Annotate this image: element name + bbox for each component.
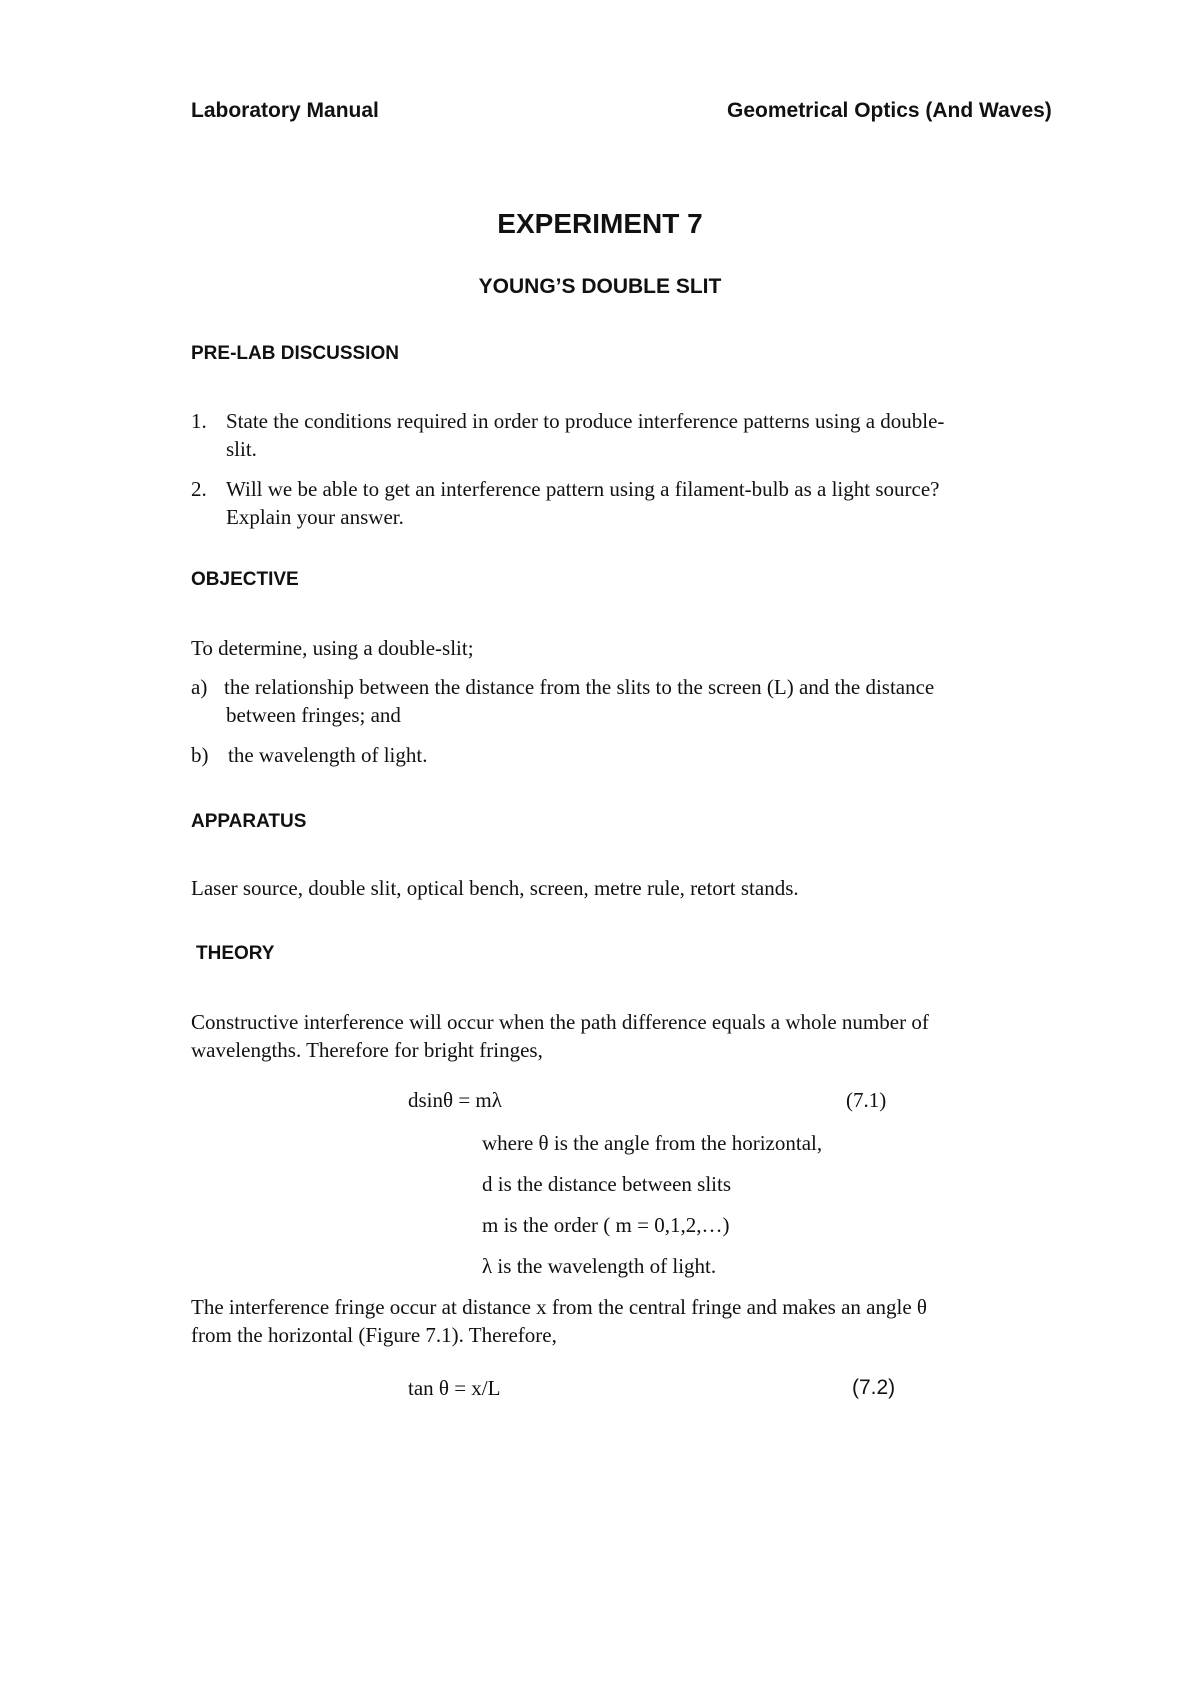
theory-heading: THEORY <box>196 943 275 964</box>
header-left-title: Laboratory Manual <box>191 99 379 122</box>
objective-item-b-label: b) <box>191 743 209 767</box>
header-right-title: Geometrical Optics (And Waves) <box>727 99 1052 122</box>
objective-item-a-line1: the relationship between the distance from the slits to the screen (L) and the distance <box>224 675 935 699</box>
where-line-3: m is the order ( m = 0,1,2,…) <box>482 1213 730 1237</box>
equation-7-2: tan θ = x/L <box>408 1376 501 1400</box>
where-line-4: λ is the wavelength of light. <box>482 1254 717 1278</box>
equation-7-1: dsinθ = mλ <box>408 1088 502 1112</box>
experiment-subtitle: YOUNG’S DOUBLE SLIT <box>478 275 722 298</box>
objective-item-a-label: a) <box>191 675 208 699</box>
prelab-item-2-line1: Will we be able to get an interference pattern using a filament-bulb as a light source? <box>226 477 940 501</box>
theory-para2-line2: from the horizontal (Figure 7.1). Therefore, <box>191 1323 557 1347</box>
theory-para1-line2: wavelengths. Therefore for bright fringes, <box>191 1038 543 1062</box>
where-line-2: d is the distance between slits <box>482 1172 732 1196</box>
prelab-item-1-line1: State the conditions required in order to produce interference patterns using a double- <box>226 409 945 433</box>
equation-7-2-number: (7.2) <box>852 1376 896 1399</box>
equation-7-1-number: (7.1) <box>846 1088 887 1112</box>
where-line-1: where θ is the angle from the horizontal, <box>482 1131 823 1155</box>
objective-heading: OBJECTIVE <box>191 569 299 590</box>
prelab-item-1-number: 1. <box>191 409 207 433</box>
theory-para2-line1: The interference fringe occur at distance x from the central fringe and makes an angle θ <box>191 1295 927 1319</box>
objective-item-a-line2: between fringes; and <box>226 703 401 727</box>
prelab-item-1-line2: slit. <box>226 437 257 461</box>
prelab-item-2-line2: Explain your answer. <box>226 505 404 529</box>
objective-item-b-line1: the wavelength of light. <box>228 743 428 767</box>
prelab-item-2-number: 2. <box>191 477 207 501</box>
theory-para1-line1: Constructive interference will occur when the path difference equals a whole number of <box>191 1010 929 1034</box>
prelab-heading: PRE-LAB DISCUSSION <box>191 343 399 364</box>
experiment-title: EXPERIMENT 7 <box>497 208 703 239</box>
objective-intro: To determine, using a double-slit; <box>191 636 474 660</box>
apparatus-text: Laser source, double slit, optical bench, screen, metre rule, retort stands. <box>191 876 799 900</box>
apparatus-heading: APPARATUS <box>191 811 307 832</box>
